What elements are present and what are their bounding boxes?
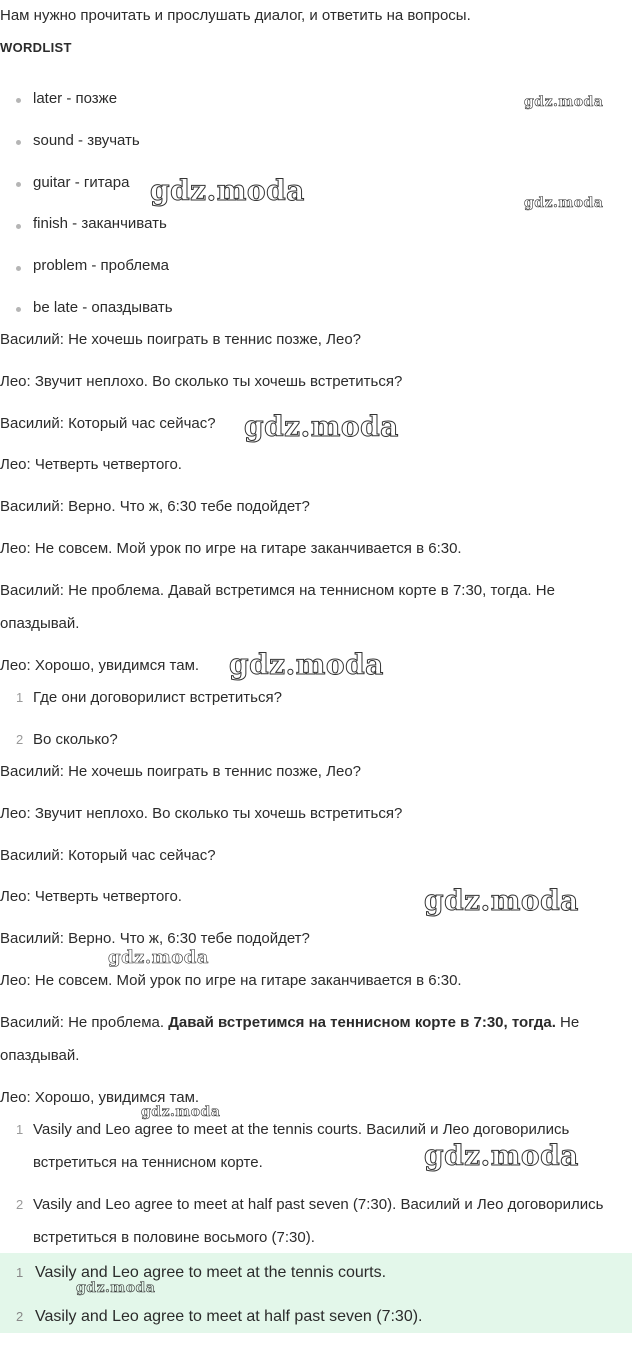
watermark-logo: gdz.moda bbox=[524, 94, 604, 110]
dialog-line: Лео: Не совсем. Мой урок по игре на гитаре заканчивается в 6:30. bbox=[0, 540, 462, 557]
bullet-icon bbox=[16, 224, 21, 229]
watermark-logo: gdz.moda bbox=[76, 1280, 156, 1296]
watermark-logo: gdz.moda bbox=[244, 410, 399, 443]
bullet-icon bbox=[16, 182, 21, 187]
intro-text: Нам нужно прочитать и прослушать диалог, и ответить на вопросы. bbox=[0, 7, 471, 24]
wordlist-item: later - позже bbox=[33, 90, 118, 107]
question-number: 1 bbox=[16, 690, 24, 705]
question-text: Во сколько? bbox=[33, 731, 118, 748]
answer-number: 2 bbox=[16, 1309, 24, 1324]
translation-number: 2 bbox=[16, 1197, 24, 1212]
bullet-icon bbox=[16, 98, 21, 103]
dialog-line: Лео: Звучит неплохо. Во сколько ты хочешь встретиться? bbox=[0, 805, 403, 822]
dialog-line: Василий: Не хочешь поиграть в теннис позже, Лео? bbox=[0, 763, 362, 780]
watermark-logo: gdz.moda bbox=[141, 1104, 221, 1120]
wordlist-heading: WORDLIST bbox=[0, 40, 72, 55]
watermark-logo: gdz.moda bbox=[524, 195, 604, 211]
translation-number: 1 bbox=[16, 1122, 24, 1137]
bullet-icon bbox=[16, 266, 21, 271]
dialog-line: Василий: Не хочешь поиграть в теннис позже, Лео? bbox=[0, 331, 362, 348]
dialog-line: Лео: Четверть четвертого. bbox=[0, 456, 182, 473]
translation-text: Vasily and Leo agree to meet at half past seven (7:30). Василий и Лео договорились встретиться в половине восьмого (7:30). bbox=[33, 1196, 604, 1246]
translation-text: Vasily and Leo agree to meet at the tennis courts. Василий и Лео договорились встретиться на теннисном корте. bbox=[33, 1121, 570, 1171]
watermark-logo: gdz.moda bbox=[150, 174, 305, 207]
dialog-line: Василий: Не проблема. Давай встретимся на теннисном корте в 7:30, тогда. Не опаздывай. bbox=[0, 582, 555, 632]
wordlist-item: finish - заканчивать bbox=[33, 215, 167, 232]
watermark-logo: gdz.moda bbox=[424, 884, 579, 917]
watermark-logo: gdz.moda bbox=[229, 648, 384, 681]
answer-highlight: Давай встретимся на теннисном корте в 7:30, тогда. bbox=[168, 1014, 556, 1031]
answer-text: Vasily and Leo agree to meet at the tennis courts. bbox=[35, 1264, 387, 1281]
dialog-line: Василий: Который час сейчас? bbox=[0, 415, 216, 432]
bullet-icon bbox=[16, 307, 21, 312]
bullet-icon bbox=[16, 140, 21, 145]
dialog-line: Василий: Который час сейчас? bbox=[0, 847, 216, 864]
question-number: 2 bbox=[16, 732, 24, 747]
answer-number: 1 bbox=[16, 1265, 24, 1280]
dialog-line: Лео: Не совсем. Мой урок по игре на гитаре заканчивается в 6:30. bbox=[0, 972, 462, 989]
dialog-line-highlighted bbox=[0, 1006, 628, 1072]
wordlist-item: sound - звучать bbox=[33, 132, 140, 149]
wordlist-item: problem - проблема bbox=[33, 257, 169, 274]
dialog-suffix: Не опаздывай. bbox=[0, 1014, 580, 1064]
dialog-line: Лео: Четверть четвертого. bbox=[0, 888, 182, 905]
question-text: Где они договорилист встретиться? bbox=[33, 689, 282, 706]
dialog-line: Лео: Хорошо, увидимся там. bbox=[0, 1089, 200, 1106]
wordlist-item: guitar - гитара bbox=[33, 174, 130, 191]
watermark-logo: gdz.moda bbox=[108, 947, 209, 968]
dialog-prefix: Василий: Не проблема. bbox=[0, 1014, 169, 1031]
watermark-logo: gdz.moda bbox=[424, 1139, 579, 1172]
dialog-line: Василий: Верно. Что ж, 6:30 тебе подойдет? bbox=[0, 930, 310, 947]
answer-text: Vasily and Leo agree to meet at half past seven (7:30). bbox=[35, 1308, 423, 1325]
dialog-line: Лео: Хорошо, увидимся там. bbox=[0, 657, 200, 674]
dialog-line: Лео: Звучит неплохо. Во сколько ты хочешь встретиться? bbox=[0, 373, 403, 390]
wordlist-item: be late - опаздывать bbox=[33, 299, 173, 316]
dialog-line: Василий: Верно. Что ж, 6:30 тебе подойдет? bbox=[0, 498, 310, 515]
